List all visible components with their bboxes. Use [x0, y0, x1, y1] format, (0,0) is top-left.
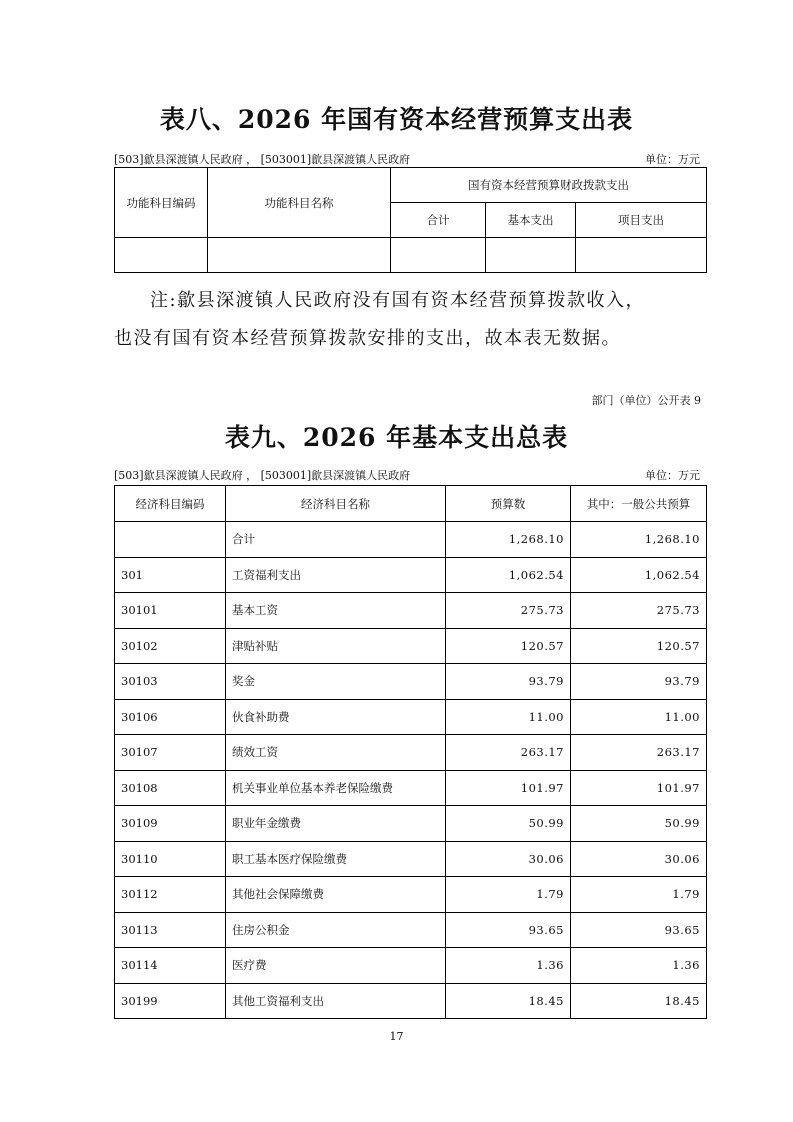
row-general: 101.97	[571, 770, 707, 806]
row-budget: 263.17	[446, 735, 571, 771]
table-row	[115, 664, 707, 700]
row-code: 30114	[115, 948, 226, 984]
t8-header-group: 国有资本经营预算财政拨款支出	[391, 168, 707, 203]
row-code: 30107	[115, 735, 226, 771]
row-budget: 30.06	[446, 841, 571, 877]
t9-header-general: 其中：一般公共预算	[571, 486, 707, 522]
table9-body	[115, 522, 707, 1019]
row-budget: 11.00	[446, 699, 571, 735]
table9-title: 表九、2026 年基本支出总表	[224, 423, 569, 452]
row-general: 263.17	[571, 735, 707, 771]
table8	[114, 167, 707, 273]
t8-header-total: 合计	[391, 203, 486, 238]
row-budget: 120.57	[446, 628, 571, 664]
page-number: 17	[389, 1030, 404, 1043]
row-code: 30112	[115, 877, 226, 913]
row-code: 30103	[115, 664, 226, 700]
table-row	[115, 841, 707, 877]
table-row	[115, 522, 707, 558]
row-code: 30113	[115, 912, 226, 948]
row-general: 18.45	[571, 983, 707, 1019]
table8-note	[114, 282, 704, 358]
t8-header-project: 项目支出	[576, 203, 707, 238]
note-line-1: 注:歙县深渡镇人民政府没有国有资本经营预算拨款收入，	[150, 290, 646, 311]
table-row	[115, 948, 707, 984]
row-general: 93.65	[571, 912, 707, 948]
row-code: 30109	[115, 806, 226, 842]
row-name: 绩效工资	[226, 735, 446, 771]
row-name: 职业年金缴费	[226, 806, 446, 842]
row-general: 120.57	[571, 628, 707, 664]
row-budget: 1,062.54	[446, 557, 571, 593]
row-general: 50.99	[571, 806, 707, 842]
table9-org: [503]歙县深渡镇人民政府 ， [503001]歙县深渡镇人民政府	[114, 469, 411, 482]
t8-empty-row	[115, 238, 707, 273]
row-code: 30110	[115, 841, 226, 877]
row-name: 津贴补贴	[226, 628, 446, 664]
table-row	[115, 699, 707, 735]
table8-title: 表八、2026 年国有资本经营预算支出表	[159, 105, 634, 134]
row-name: 住房公积金	[226, 912, 446, 948]
table-row	[115, 770, 707, 806]
table-row	[115, 557, 707, 593]
row-code: 30101	[115, 593, 226, 629]
table-row	[115, 628, 707, 664]
row-budget: 1,268.10	[446, 522, 571, 558]
row-general: 93.79	[571, 664, 707, 700]
row-general: 1.36	[571, 948, 707, 984]
row-budget: 93.65	[446, 912, 571, 948]
row-general: 1,268.10	[571, 522, 707, 558]
row-budget: 275.73	[446, 593, 571, 629]
row-budget: 1.36	[446, 948, 571, 984]
dept-label: 部门（单位）公开表 9	[591, 394, 701, 407]
row-general: 1.79	[571, 877, 707, 913]
table-row	[115, 877, 707, 913]
row-code: 30102	[115, 628, 226, 664]
row-general: 11.00	[571, 699, 707, 735]
row-budget: 50.99	[446, 806, 571, 842]
row-code: 30106	[115, 699, 226, 735]
table-row	[115, 912, 707, 948]
row-name: 职工基本医疗保险缴费	[226, 841, 446, 877]
row-name: 合计	[226, 522, 446, 558]
row-name: 其他工资福利支出	[226, 983, 446, 1019]
row-general: 275.73	[571, 593, 707, 629]
table8-org: [503]歙县深渡镇人民政府 ， [503001]歙县深渡镇人民政府	[114, 153, 411, 166]
t9-header-budget: 预算数	[446, 486, 571, 522]
row-name: 伙食补助费	[226, 699, 446, 735]
table-row	[115, 593, 707, 629]
row-budget: 1.79	[446, 877, 571, 913]
t9-header-code: 经济科目编码	[115, 486, 226, 522]
table9-unit: 单位：万元	[645, 469, 700, 482]
row-name: 医疗费	[226, 948, 446, 984]
table9-meta	[114, 467, 700, 483]
row-name: 其他社会保障缴费	[226, 877, 446, 913]
row-code	[115, 522, 226, 558]
table-row	[115, 735, 707, 771]
table9	[114, 485, 707, 1019]
row-code: 30108	[115, 770, 226, 806]
t9-header-name: 经济科目名称	[226, 486, 446, 522]
row-budget: 18.45	[446, 983, 571, 1019]
row-general: 1,062.54	[571, 557, 707, 593]
table8-unit: 单位：万元	[645, 153, 700, 166]
t8-header-name: 功能科目名称	[208, 168, 391, 238]
row-name: 基本工资	[226, 593, 446, 629]
row-code: 301	[115, 557, 226, 593]
t8-header-basic: 基本支出	[486, 203, 576, 238]
row-name: 奖金	[226, 664, 446, 700]
note-line-2: 也没有国有资本经营预算拨款安排的支出，故本表无数据。	[114, 328, 621, 349]
row-name: 机关事业单位基本养老保险缴费	[226, 770, 446, 806]
row-budget: 101.97	[446, 770, 571, 806]
row-general: 30.06	[571, 841, 707, 877]
table-row	[115, 983, 707, 1019]
t8-header-code: 功能科目编码	[115, 168, 208, 238]
row-code: 30199	[115, 983, 226, 1019]
row-name: 工资福利支出	[226, 557, 446, 593]
table8-meta	[114, 151, 700, 167]
table-row	[115, 806, 707, 842]
row-budget: 93.79	[446, 664, 571, 700]
